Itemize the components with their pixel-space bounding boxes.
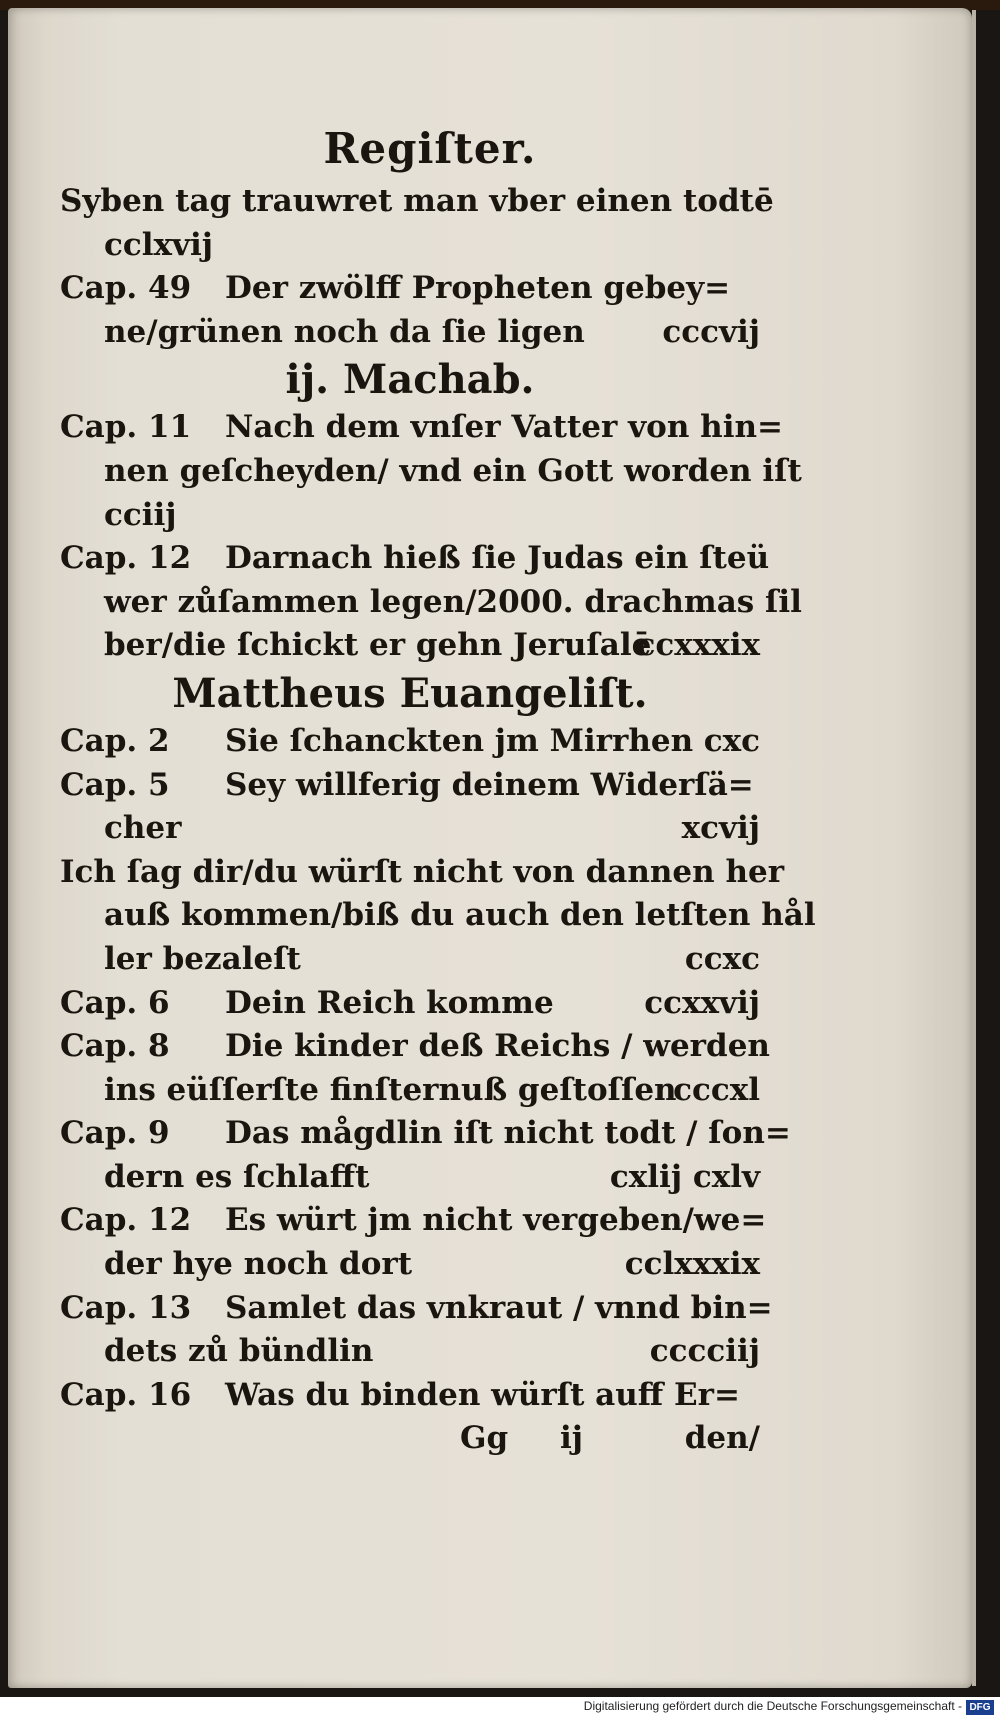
entry-text: nen geſcheyden/ vnd ein Gott worden iſt	[104, 452, 802, 489]
page-reference: cxc	[703, 722, 760, 759]
register-entry-line	[60, 450, 802, 494]
register-entry-line	[60, 180, 774, 224]
register-lines	[60, 180, 816, 1417]
entry-text: cclxvij	[104, 226, 214, 263]
entry-text: der hye noch dort	[104, 1246, 413, 1283]
page-reference: ccxxxix	[636, 627, 760, 664]
page-reference: cxlij cxlv	[609, 1158, 760, 1195]
page-heading: Regiſter.	[323, 124, 537, 173]
register-entry-line	[60, 494, 760, 538]
entry-text: Sie ſchanckten jm Mirrhen	[225, 722, 694, 759]
chapter-label: Cap. 11	[60, 409, 192, 446]
register-entry-line	[60, 1156, 760, 1200]
chapter-label: Cap. 9	[60, 1115, 170, 1152]
signature-line	[60, 1417, 760, 1461]
register-entry-line	[60, 224, 760, 268]
register-entry-line	[60, 1330, 760, 1374]
entry-text: cher	[104, 810, 182, 847]
page-reference: cccciij	[649, 1333, 760, 1370]
register-entry-line	[60, 1287, 773, 1331]
entry-text: Es würt jm nicht vergeben/we=	[225, 1202, 767, 1239]
register-entry-line	[60, 851, 785, 895]
page-reference: cclxxxix	[624, 1246, 760, 1283]
register-entry-line	[60, 807, 760, 851]
signature-number: ij	[560, 1420, 583, 1457]
entry-text: ber/die ſchickt er gehn Jeruſalē	[104, 627, 652, 664]
register-text	[60, 118, 816, 1461]
entry-text: dets zů bündlin	[104, 1333, 374, 1370]
dfg-logo: DFG	[966, 1700, 994, 1715]
entry-text: Sey willferig deinem Widerſä=	[225, 766, 754, 803]
chapter-label: Cap. 6	[60, 984, 170, 1021]
register-entry-line	[60, 1199, 767, 1243]
entry-text: ne/grünen noch da ſie ligen	[104, 313, 585, 350]
entry-text: dern es ſchlafft	[104, 1158, 370, 1195]
register-entry-line	[60, 1069, 760, 1113]
register-entry-line	[60, 267, 760, 311]
page-reference: ccxc	[684, 940, 760, 977]
entry-text: cciij	[104, 496, 177, 533]
section-heading: Mattheus Euangeliſt.	[172, 669, 648, 717]
entry-text: wer zůſammen legen/2000. drachmas ſil	[104, 583, 802, 620]
entry-text: Nach dem vnſer Vatter von hin=	[225, 409, 783, 446]
chapter-label: Cap. 49	[60, 270, 192, 307]
register-entry-line	[60, 982, 760, 1026]
register-entry-line	[60, 311, 760, 355]
entry-text: Samlet das vnkraut / vnnd bin=	[225, 1289, 773, 1326]
entry-text: Was du binden würſt auff Er=	[225, 1376, 740, 1413]
entry-text: ins eüſſerſte finſternuß geſtoſſen	[104, 1071, 677, 1108]
entry-text: Die kinder deß Reichs / werden	[225, 1028, 770, 1065]
chapter-label: Cap. 2	[60, 722, 170, 759]
register-entry-line	[60, 1025, 770, 1069]
register-entry-line	[60, 1243, 760, 1287]
footer-credit: Digitalisierung gefördert durch die Deutsche Forschungsgemeinschaft -	[583, 1699, 962, 1713]
entry-text: Dein Reich komme	[225, 984, 554, 1021]
page-edge	[972, 10, 976, 1686]
section-heading: ij. Machab.	[285, 356, 535, 404]
chapter-label: Cap. 5	[60, 766, 170, 803]
chapter-label: Cap. 12	[60, 1202, 192, 1239]
register-entry-line	[60, 581, 802, 625]
chapter-label: Cap. 8	[60, 1028, 170, 1065]
page-reference: cccvij	[662, 313, 760, 350]
entry-text: Darnach hieß ſie Judas ein ſteü	[225, 540, 770, 577]
chapter-label: Cap. 16	[60, 1376, 192, 1413]
entry-text: auß kommen/biß du auch den letſten hål	[104, 897, 816, 934]
register-entry-line	[60, 1374, 760, 1418]
register-entry-line	[60, 720, 760, 764]
entry-text: Das mågdlin iſt nicht todt / ſon=	[225, 1115, 791, 1152]
chapter-label: Cap. 13	[60, 1289, 192, 1326]
register-entry-line	[60, 537, 770, 581]
page-reference: ccxxvij	[644, 984, 760, 1021]
register-entry-line	[60, 938, 760, 982]
register-entry-line	[60, 1112, 791, 1156]
register-entry-line	[60, 894, 816, 938]
entry-text: Syben tag trauwret man vber einen todtē	[60, 183, 774, 219]
register-entry-line	[60, 764, 760, 808]
digitization-footer	[0, 1697, 1000, 1718]
page-reference: xcvij	[681, 810, 760, 847]
register-entry-line	[60, 624, 760, 668]
entry-text: ler bezaleſt	[104, 940, 301, 977]
chapter-label: Cap. 12	[60, 540, 192, 577]
entry-text: Ich ſag dir/du würſt nicht von dannen her	[60, 853, 785, 890]
register-entry-line	[60, 406, 783, 450]
page-reference: cccxl	[673, 1071, 760, 1108]
catchword: den/	[684, 1420, 760, 1457]
entry-text: Der zwölff Propheten gebey=	[225, 270, 731, 307]
signature-mark: Gg	[460, 1420, 509, 1457]
